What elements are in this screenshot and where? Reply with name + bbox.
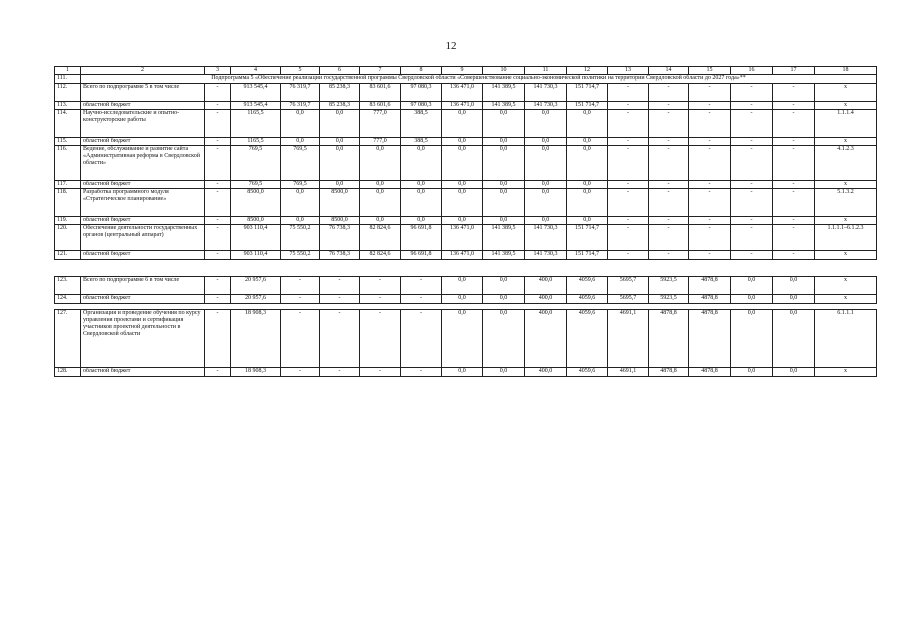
table-cell: х [815, 368, 877, 377]
row-description: областной бюджет [81, 138, 205, 146]
table-cell: 141 730,3 [525, 251, 567, 260]
row-description: Всего по подпрограмме 5 в том числе [81, 84, 205, 102]
table-cell: 0,0 [525, 138, 567, 146]
subprogram-title: Подпрограмма 5 «Обеспечение реализации государственной программы Свердловской области «Совершенствование социально-экономической политики на территории Свердловской области до 2027 года»** [81, 75, 877, 84]
column-number: 18 [815, 67, 877, 75]
table-cell: 777,0 [360, 110, 401, 138]
table-cell: 0,0 [483, 189, 525, 217]
table-cell: 4878,8 [689, 368, 731, 377]
column-number: 8 [401, 67, 442, 75]
table-cell: 18 908,3 [231, 310, 281, 368]
table-cell: - [731, 84, 773, 102]
table-cell: 4878,8 [649, 310, 689, 368]
table-cell: 4.1.2.3 [815, 146, 877, 181]
table-cell: - [320, 295, 360, 304]
table-cell: - [689, 181, 731, 189]
page-number: 12 [445, 40, 457, 52]
table-cell: 0,0 [442, 181, 483, 189]
table-row [55, 110, 877, 138]
table-cell: - [731, 217, 773, 225]
table-cell: - [360, 368, 401, 377]
table-cell: - [205, 102, 231, 110]
table-cell: - [320, 277, 360, 295]
table-cell: - [649, 189, 689, 217]
table-cell: - [773, 138, 815, 146]
table-cell: 400,0 [525, 295, 567, 304]
table-cell: - [689, 84, 731, 102]
column-number: 12 [567, 67, 608, 75]
table-cell: 0,0 [320, 146, 360, 181]
table-cell: 0,0 [731, 295, 773, 304]
row-number: 123. [55, 277, 81, 295]
table-cell: - [401, 310, 442, 368]
column-number: 14 [649, 67, 689, 75]
table-cell: - [773, 225, 815, 251]
table-cell: 903 110,4 [231, 251, 281, 260]
table-cell: 4691,1 [608, 368, 649, 377]
table-cell: 4059,6 [567, 295, 608, 304]
table-cell: - [205, 368, 231, 377]
table-cell: х [815, 181, 877, 189]
table-cell: 75 550,2 [281, 251, 320, 260]
table-cell: - [608, 225, 649, 251]
table-cell: - [608, 84, 649, 102]
table-cell: - [731, 189, 773, 217]
table-cell: - [360, 310, 401, 368]
table-cell: - [281, 277, 320, 295]
table-cell: 97 080,3 [401, 102, 442, 110]
row-description: областной бюджет [81, 251, 205, 260]
table-cell: - [205, 84, 231, 102]
table-cell: 0,0 [360, 181, 401, 189]
table-cell: 4878,8 [689, 295, 731, 304]
table-cell: - [649, 251, 689, 260]
table-row [55, 138, 877, 146]
table-cell: - [731, 251, 773, 260]
row-description: Ведение, обслуживание и развитие сайта «Административная реформа в Свердловской области» [81, 146, 205, 181]
row-description: Разработка программного модуля «Стратегическое планирование» [81, 189, 205, 217]
table-cell: 0,0 [773, 277, 815, 295]
table-cell: 1.1.1.4 [815, 110, 877, 138]
table-cell: 83 601,6 [360, 102, 401, 110]
row-description: Научно-исследовательские и опытно-конструкторские работы [81, 110, 205, 138]
table-cell: 0,0 [483, 277, 525, 295]
table-cell: 8500,0 [231, 189, 281, 217]
column-number: 3 [205, 67, 231, 75]
table-cell: 4878,8 [649, 368, 689, 377]
table-cell: - [773, 251, 815, 260]
table-cell: 141 389,5 [483, 102, 525, 110]
table-cell: - [608, 138, 649, 146]
row-description: Обеспечение деятельности государственных органов (центральный аппарат) [81, 225, 205, 251]
table-cell: - [731, 102, 773, 110]
row-description: областной бюджет [81, 102, 205, 110]
table-cell: - [205, 146, 231, 181]
table-cell: - [689, 138, 731, 146]
table-cell: 0,0 [567, 110, 608, 138]
table-cell: 0,0 [483, 138, 525, 146]
table-row [55, 102, 877, 110]
table-cell: 0,0 [483, 146, 525, 181]
column-number: 13 [608, 67, 649, 75]
table-cell: 0,0 [360, 189, 401, 217]
table-cell: - [689, 102, 731, 110]
table-cell: 0,0 [320, 110, 360, 138]
table-cell: 141 730,3 [525, 84, 567, 102]
table-cell: 151 714,7 [567, 225, 608, 251]
table-cell: 0,0 [401, 217, 442, 225]
table-cell: 0,0 [281, 110, 320, 138]
row-number: 111. [55, 75, 81, 84]
table-cell: 8500,0 [320, 217, 360, 225]
table-cell: 388,5 [401, 138, 442, 146]
table-row [55, 146, 877, 181]
table-cell: 0,0 [320, 138, 360, 146]
table-cell: - [649, 217, 689, 225]
column-number: 11 [525, 67, 567, 75]
table-cell: - [360, 277, 401, 295]
table-cell: - [205, 138, 231, 146]
table-cell: - [320, 368, 360, 377]
table-cell: - [401, 277, 442, 295]
table-cell: 85 238,3 [320, 84, 360, 102]
table-cell: 4059,6 [567, 277, 608, 295]
table-cell: 903 110,4 [231, 225, 281, 251]
table-cell: - [689, 189, 731, 217]
table-cell: 141 730,3 [525, 102, 567, 110]
budget-table-project-training [54, 309, 877, 377]
table-cell: 0,0 [442, 189, 483, 217]
table-cell: 0,0 [442, 310, 483, 368]
table-cell: 18 908,3 [231, 368, 281, 377]
row-number: 114. [55, 110, 81, 138]
table-cell: 4878,8 [689, 310, 731, 368]
row-number: 115. [55, 138, 81, 146]
table-cell: 5695,7 [608, 277, 649, 295]
table-cell: - [773, 102, 815, 110]
column-number: 1 [55, 67, 81, 75]
table-cell: - [649, 181, 689, 189]
table-row [55, 181, 877, 189]
table-cell: - [731, 181, 773, 189]
table-cell: - [205, 277, 231, 295]
table-cell: 1.1.1.1–6.1.2.3 [815, 225, 877, 251]
table-cell: 151 714,7 [567, 251, 608, 260]
table-cell: 0,0 [320, 181, 360, 189]
table-cell: 913 545,4 [231, 84, 281, 102]
table-cell: - [401, 295, 442, 304]
table-cell: 4059,6 [567, 368, 608, 377]
table-cell: 8500,0 [320, 189, 360, 217]
row-number: 116. [55, 146, 81, 181]
row-number: 121. [55, 251, 81, 260]
column-number: 7 [360, 67, 401, 75]
column-number: 9 [442, 67, 483, 75]
table-row [55, 84, 877, 102]
table-cell: - [608, 181, 649, 189]
table-cell: - [649, 110, 689, 138]
table-cell: 0,0 [731, 277, 773, 295]
table-cell: 20 957,6 [231, 295, 281, 304]
table-row [55, 217, 877, 225]
table-cell: 0,0 [442, 110, 483, 138]
column-number: 10 [483, 67, 525, 75]
subprogram-title-row [55, 75, 877, 84]
budget-table-subprogram-5 [54, 66, 877, 260]
table-cell: - [608, 146, 649, 181]
table-cell: 8500,0 [231, 217, 281, 225]
table-row [55, 310, 877, 368]
table-cell: - [205, 295, 231, 304]
table-cell: - [205, 181, 231, 189]
table-cell: 0,0 [567, 138, 608, 146]
table-row [55, 251, 877, 260]
table-cell: - [773, 84, 815, 102]
table-cell: 97 080,3 [401, 84, 442, 102]
table-cell: 151 714,7 [567, 84, 608, 102]
table-cell: - [689, 110, 731, 138]
table-cell: 0,0 [442, 368, 483, 377]
table-cell: 777,0 [360, 138, 401, 146]
table-cell: - [689, 146, 731, 181]
table-cell: - [731, 110, 773, 138]
table-cell: - [281, 368, 320, 377]
column-number-row [55, 67, 877, 75]
table-cell: 1165,5 [231, 138, 281, 146]
table-cell: 0,0 [281, 217, 320, 225]
table-cell: х [815, 251, 877, 260]
table-cell: 769,5 [281, 181, 320, 189]
table-cell: х [815, 84, 877, 102]
table-cell: 85 238,3 [320, 102, 360, 110]
table-cell: 769,5 [231, 181, 281, 189]
table-cell: - [401, 368, 442, 377]
table-cell: 4691,1 [608, 310, 649, 368]
table-cell: 0,0 [773, 310, 815, 368]
table-cell: - [649, 138, 689, 146]
table-cell: - [773, 146, 815, 181]
row-number: 128. [55, 368, 81, 377]
table-cell: 141 389,5 [483, 251, 525, 260]
table-cell: - [205, 189, 231, 217]
table-cell: 769,5 [231, 146, 281, 181]
row-description: областной бюджет [81, 181, 205, 189]
table-cell: 76 319,7 [281, 102, 320, 110]
table-cell: 136 471,0 [442, 102, 483, 110]
table-cell: 0,0 [731, 368, 773, 377]
table-cell: 0,0 [773, 368, 815, 377]
table-cell: х [815, 295, 877, 304]
table-cell: 0,0 [773, 295, 815, 304]
table-cell: 76 319,7 [281, 84, 320, 102]
table-cell: 0,0 [525, 110, 567, 138]
table-cell: 6.1.1.1 [815, 310, 877, 368]
table-row [55, 368, 877, 377]
table-cell: х [815, 138, 877, 146]
table-cell: 0,0 [567, 217, 608, 225]
table-cell: 0,0 [281, 189, 320, 217]
table-cell: 82 824,6 [360, 225, 401, 251]
table-cell: 0,0 [483, 110, 525, 138]
table-cell: 5923,5 [649, 295, 689, 304]
table-cell: 20 957,6 [231, 277, 281, 295]
table-cell: 0,0 [483, 368, 525, 377]
budget-table-subprogram-6-totals [54, 276, 877, 304]
table-cell: 0,0 [483, 295, 525, 304]
table-cell: - [649, 146, 689, 181]
table-row [55, 225, 877, 251]
row-number: 118. [55, 189, 81, 217]
table-row [55, 295, 877, 304]
table-cell: 0,0 [483, 310, 525, 368]
table-cell: - [689, 225, 731, 251]
table-cell: - [205, 217, 231, 225]
table-cell: 136 471,0 [442, 225, 483, 251]
table-cell: 96 691,8 [401, 251, 442, 260]
column-number: 4 [231, 67, 281, 75]
table-cell: 96 691,8 [401, 225, 442, 251]
table-cell: 0,0 [525, 189, 567, 217]
row-number: 127. [55, 310, 81, 368]
table-cell: 151 714,7 [567, 102, 608, 110]
table-cell: 0,0 [567, 146, 608, 181]
table-cell: - [689, 217, 731, 225]
row-number: 119. [55, 217, 81, 225]
table-cell: 82 824,6 [360, 251, 401, 260]
table-cell: 141 389,5 [483, 84, 525, 102]
row-number: 117. [55, 181, 81, 189]
table-cell: 0,0 [525, 217, 567, 225]
table-cell: 5923,5 [649, 277, 689, 295]
table-cell: 400,0 [525, 277, 567, 295]
table-cell: 5695,7 [608, 295, 649, 304]
table-cell: 0,0 [281, 138, 320, 146]
table-cell: 0,0 [525, 146, 567, 181]
table-cell: - [608, 110, 649, 138]
row-number: 112. [55, 84, 81, 102]
table-row [55, 277, 877, 295]
table-cell: - [649, 102, 689, 110]
table-cell: 0,0 [360, 217, 401, 225]
table-cell: - [731, 225, 773, 251]
column-number: 2 [81, 67, 205, 75]
column-number: 6 [320, 67, 360, 75]
table-cell: 4059,6 [567, 310, 608, 368]
row-description: Всего по подпрограмме 6 в том числе [81, 277, 205, 295]
table-cell: 0,0 [483, 217, 525, 225]
column-number: 16 [731, 67, 773, 75]
table-cell: - [608, 102, 649, 110]
row-description: областной бюджет [81, 368, 205, 377]
table-row [55, 189, 877, 217]
table-cell: 136 471,0 [442, 84, 483, 102]
table-cell: 141 389,5 [483, 225, 525, 251]
row-description: областной бюджет [81, 295, 205, 304]
table-cell: - [281, 310, 320, 368]
table-cell: - [205, 225, 231, 251]
table-cell: 5.1.3.2 [815, 189, 877, 217]
row-number: 120. [55, 225, 81, 251]
table-cell: 769,5 [281, 146, 320, 181]
table-cell: - [773, 110, 815, 138]
table-cell: 83 601,6 [360, 84, 401, 102]
table-cell: - [360, 295, 401, 304]
table-cell: 0,0 [401, 189, 442, 217]
table-cell: - [608, 217, 649, 225]
table-cell: 400,0 [525, 368, 567, 377]
table-cell: - [205, 110, 231, 138]
table-cell: х [815, 277, 877, 295]
table-cell: 0,0 [442, 295, 483, 304]
table-cell: 0,0 [442, 146, 483, 181]
table-cell: - [649, 84, 689, 102]
table-cell: х [815, 217, 877, 225]
table-cell: 388,5 [401, 110, 442, 138]
table-cell: 4878,8 [689, 277, 731, 295]
table-cell: - [773, 217, 815, 225]
table-cell: - [608, 189, 649, 217]
table-cell: - [320, 310, 360, 368]
table-cell: 76 738,3 [320, 225, 360, 251]
row-description: областной бюджет [81, 217, 205, 225]
table-cell: - [773, 189, 815, 217]
table-cell: 0,0 [525, 181, 567, 189]
table-cell: 136 471,0 [442, 251, 483, 260]
table-cell: 0,0 [567, 181, 608, 189]
row-number: 124. [55, 295, 81, 304]
table-cell: 76 738,3 [320, 251, 360, 260]
table-cell: 141 730,3 [525, 225, 567, 251]
table-cell: х [815, 102, 877, 110]
row-number: 113. [55, 102, 81, 110]
table-cell: 0,0 [442, 217, 483, 225]
row-description: Организация и проведение обучения по курсу управления проектами и сертификация участников проектной деятельности в Свердловской области [81, 310, 205, 368]
table-cell: - [205, 251, 231, 260]
table-cell: 0,0 [483, 181, 525, 189]
table-cell: - [608, 251, 649, 260]
table-cell: 0,0 [731, 310, 773, 368]
table-cell: - [689, 251, 731, 260]
table-cell: - [205, 310, 231, 368]
table-cell: 0,0 [442, 138, 483, 146]
table-cell: 0,0 [567, 189, 608, 217]
table-cell: 400,0 [525, 310, 567, 368]
column-number: 17 [773, 67, 815, 75]
column-number: 5 [281, 67, 320, 75]
table-cell: 0,0 [401, 146, 442, 181]
table-cell: 0,0 [442, 277, 483, 295]
table-cell: 1165,5 [231, 110, 281, 138]
table-cell: 913 545,4 [231, 102, 281, 110]
table-cell: - [731, 146, 773, 181]
table-cell: 0,0 [401, 181, 442, 189]
table-cell: - [281, 295, 320, 304]
table-cell: 0,0 [360, 146, 401, 181]
table-cell: 75 550,2 [281, 225, 320, 251]
table-cell: - [731, 138, 773, 146]
column-number: 15 [689, 67, 731, 75]
table-cell: - [649, 225, 689, 251]
table-cell: - [773, 181, 815, 189]
